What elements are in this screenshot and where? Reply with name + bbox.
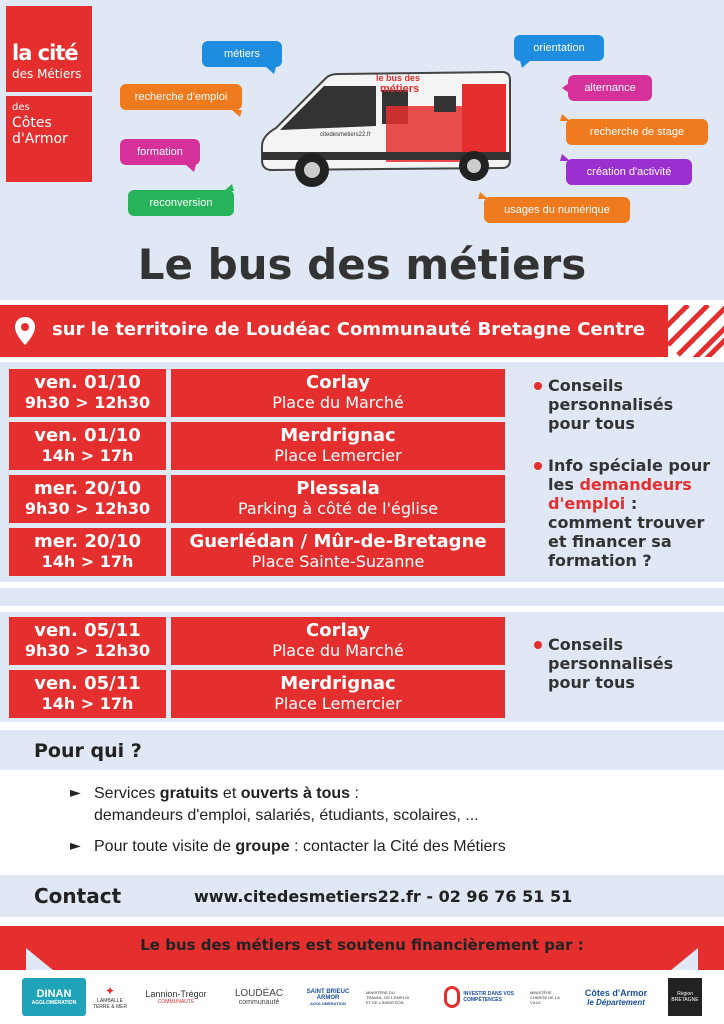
support-banner <box>0 926 724 970</box>
session-6-date: ven. 05/11 14h > 17h <box>9 670 166 718</box>
session-4-date: mer. 20/10 14h > 17h <box>9 528 166 576</box>
logo-line1: la cité <box>12 41 78 65</box>
cite-des-metiers-logo <box>6 6 92 182</box>
info-bullet <box>534 641 542 649</box>
bus-website: citedesmetiers22.fr <box>320 132 371 138</box>
loudeac-logo: LOUDÉAC communauté <box>234 988 284 1006</box>
cotes-armor-departement-logo: Côtes d'Armor le Département <box>584 987 648 1007</box>
tag-formation: formation <box>120 139 200 165</box>
session-3-place: Plessala Parking à côté de l'église <box>171 475 505 523</box>
session-4-place: Guerlédan / Mûr-de-Bretagne Place Sainte-Suzanne <box>171 528 505 576</box>
bus-label-line2: métiers <box>380 83 420 95</box>
stripes-decoration <box>668 305 724 357</box>
region-bretagne-logo: Région BRETAGNE <box>668 978 702 1016</box>
logo-line3: des <box>12 102 30 113</box>
tag-recherche-emploi: recherche d'emploi <box>120 84 242 110</box>
territory-text: sur le territoire de Loudéac Communauté Bretagne Centre <box>52 319 646 340</box>
session-2-place: Merdrignac Place Lemercier <box>171 422 505 470</box>
ministere-travail-logo: MINISTÈRE DU TRAVAIL, DE L'EMPLOI ET DE L'INSERTION <box>366 989 410 1005</box>
session-1-place: Corlay Place du Marché <box>171 369 505 417</box>
session-3-date: mer. 20/10 9h30 > 12h30 <box>9 475 166 523</box>
tag-recherche-stage: recherche de stage <box>566 119 708 145</box>
session-5-place: Corlay Place du Marché <box>171 617 505 665</box>
pour-qui-item-1: Services gratuits et ouverts à tous : demandeurs d'emploi, salariés, étudiants, scolaires, ... <box>94 785 479 824</box>
tag-orientation: orientation <box>514 35 604 61</box>
bus-illustration <box>256 66 518 190</box>
session-2-date: ven. 01/10 14h > 17h <box>9 422 166 470</box>
territory-banner <box>0 305 724 357</box>
page-title: Le bus des métiers <box>137 240 587 289</box>
tag-creation-activite: création d'activité <box>566 159 692 185</box>
tag-usages-numerique: usages du numérique <box>484 197 630 223</box>
info-group1-special: Info spéciale pour les demandeurs d'emploi : comment trouver et financer sa formation ? <box>548 456 711 570</box>
lannion-tregor-logo: Lannion-Trégor COMMUNAUTÉ <box>145 989 207 1005</box>
bus-label-line1: le bus des <box>376 73 421 83</box>
investir-competences-logo: INVESTIR DANS VOS COMPÉTENCES <box>444 978 522 1016</box>
arrow-bullet-icon: ► <box>70 785 81 801</box>
location-pin-icon <box>14 316 36 346</box>
session-5-date: ven. 05/11 9h30 > 12h30 <box>9 617 166 665</box>
arrow-bullet-icon: ► <box>70 838 81 854</box>
info-group2-conseils: Conseils personnalisés pour tous <box>548 635 674 692</box>
contact-heading: Contact <box>34 884 122 908</box>
info-bullet <box>534 382 542 390</box>
lamballe-logo: ✦ LAMBALLE TERRE & MER <box>92 984 128 1010</box>
logo-line2: des Métiers <box>12 67 82 81</box>
saint-brieuc-logo: SAINT BRIEUC ARMOR AGGLOMÉRATION <box>306 988 350 1006</box>
support-text: Le bus des métiers est soutenu financièrement par : <box>140 936 584 954</box>
session-6-place: Merdrignac Place Lemercier <box>171 670 505 718</box>
info-bullet <box>534 462 542 470</box>
ministere-ville-logo: MINISTÈRE CHARGÉ DE LA VILLE <box>530 989 560 1005</box>
info-group1-conseils: Conseils personnalisés pour tous <box>548 376 674 433</box>
dinan-logo: DINAN AGGLOMÉRATION <box>22 978 86 1016</box>
session-1-date: ven. 01/10 9h30 > 12h30 <box>9 369 166 417</box>
logo-line4: Côtes <box>12 115 52 131</box>
pour-qui-heading: Pour qui ? <box>34 740 142 762</box>
tag-reconversion: reconversion <box>128 190 234 216</box>
tag-metiers: métiers <box>202 41 282 67</box>
separator-band <box>0 588 724 606</box>
tag-alternance: alternance <box>568 75 652 101</box>
pour-qui-item-2: Pour toute visite de groupe : contacter la Cité des Métiers <box>94 838 506 855</box>
logo-line5: d'Armor <box>12 131 68 147</box>
contact-details[interactable]: www.citedesmetiers22.fr - 02 96 76 51 51 <box>194 887 573 906</box>
